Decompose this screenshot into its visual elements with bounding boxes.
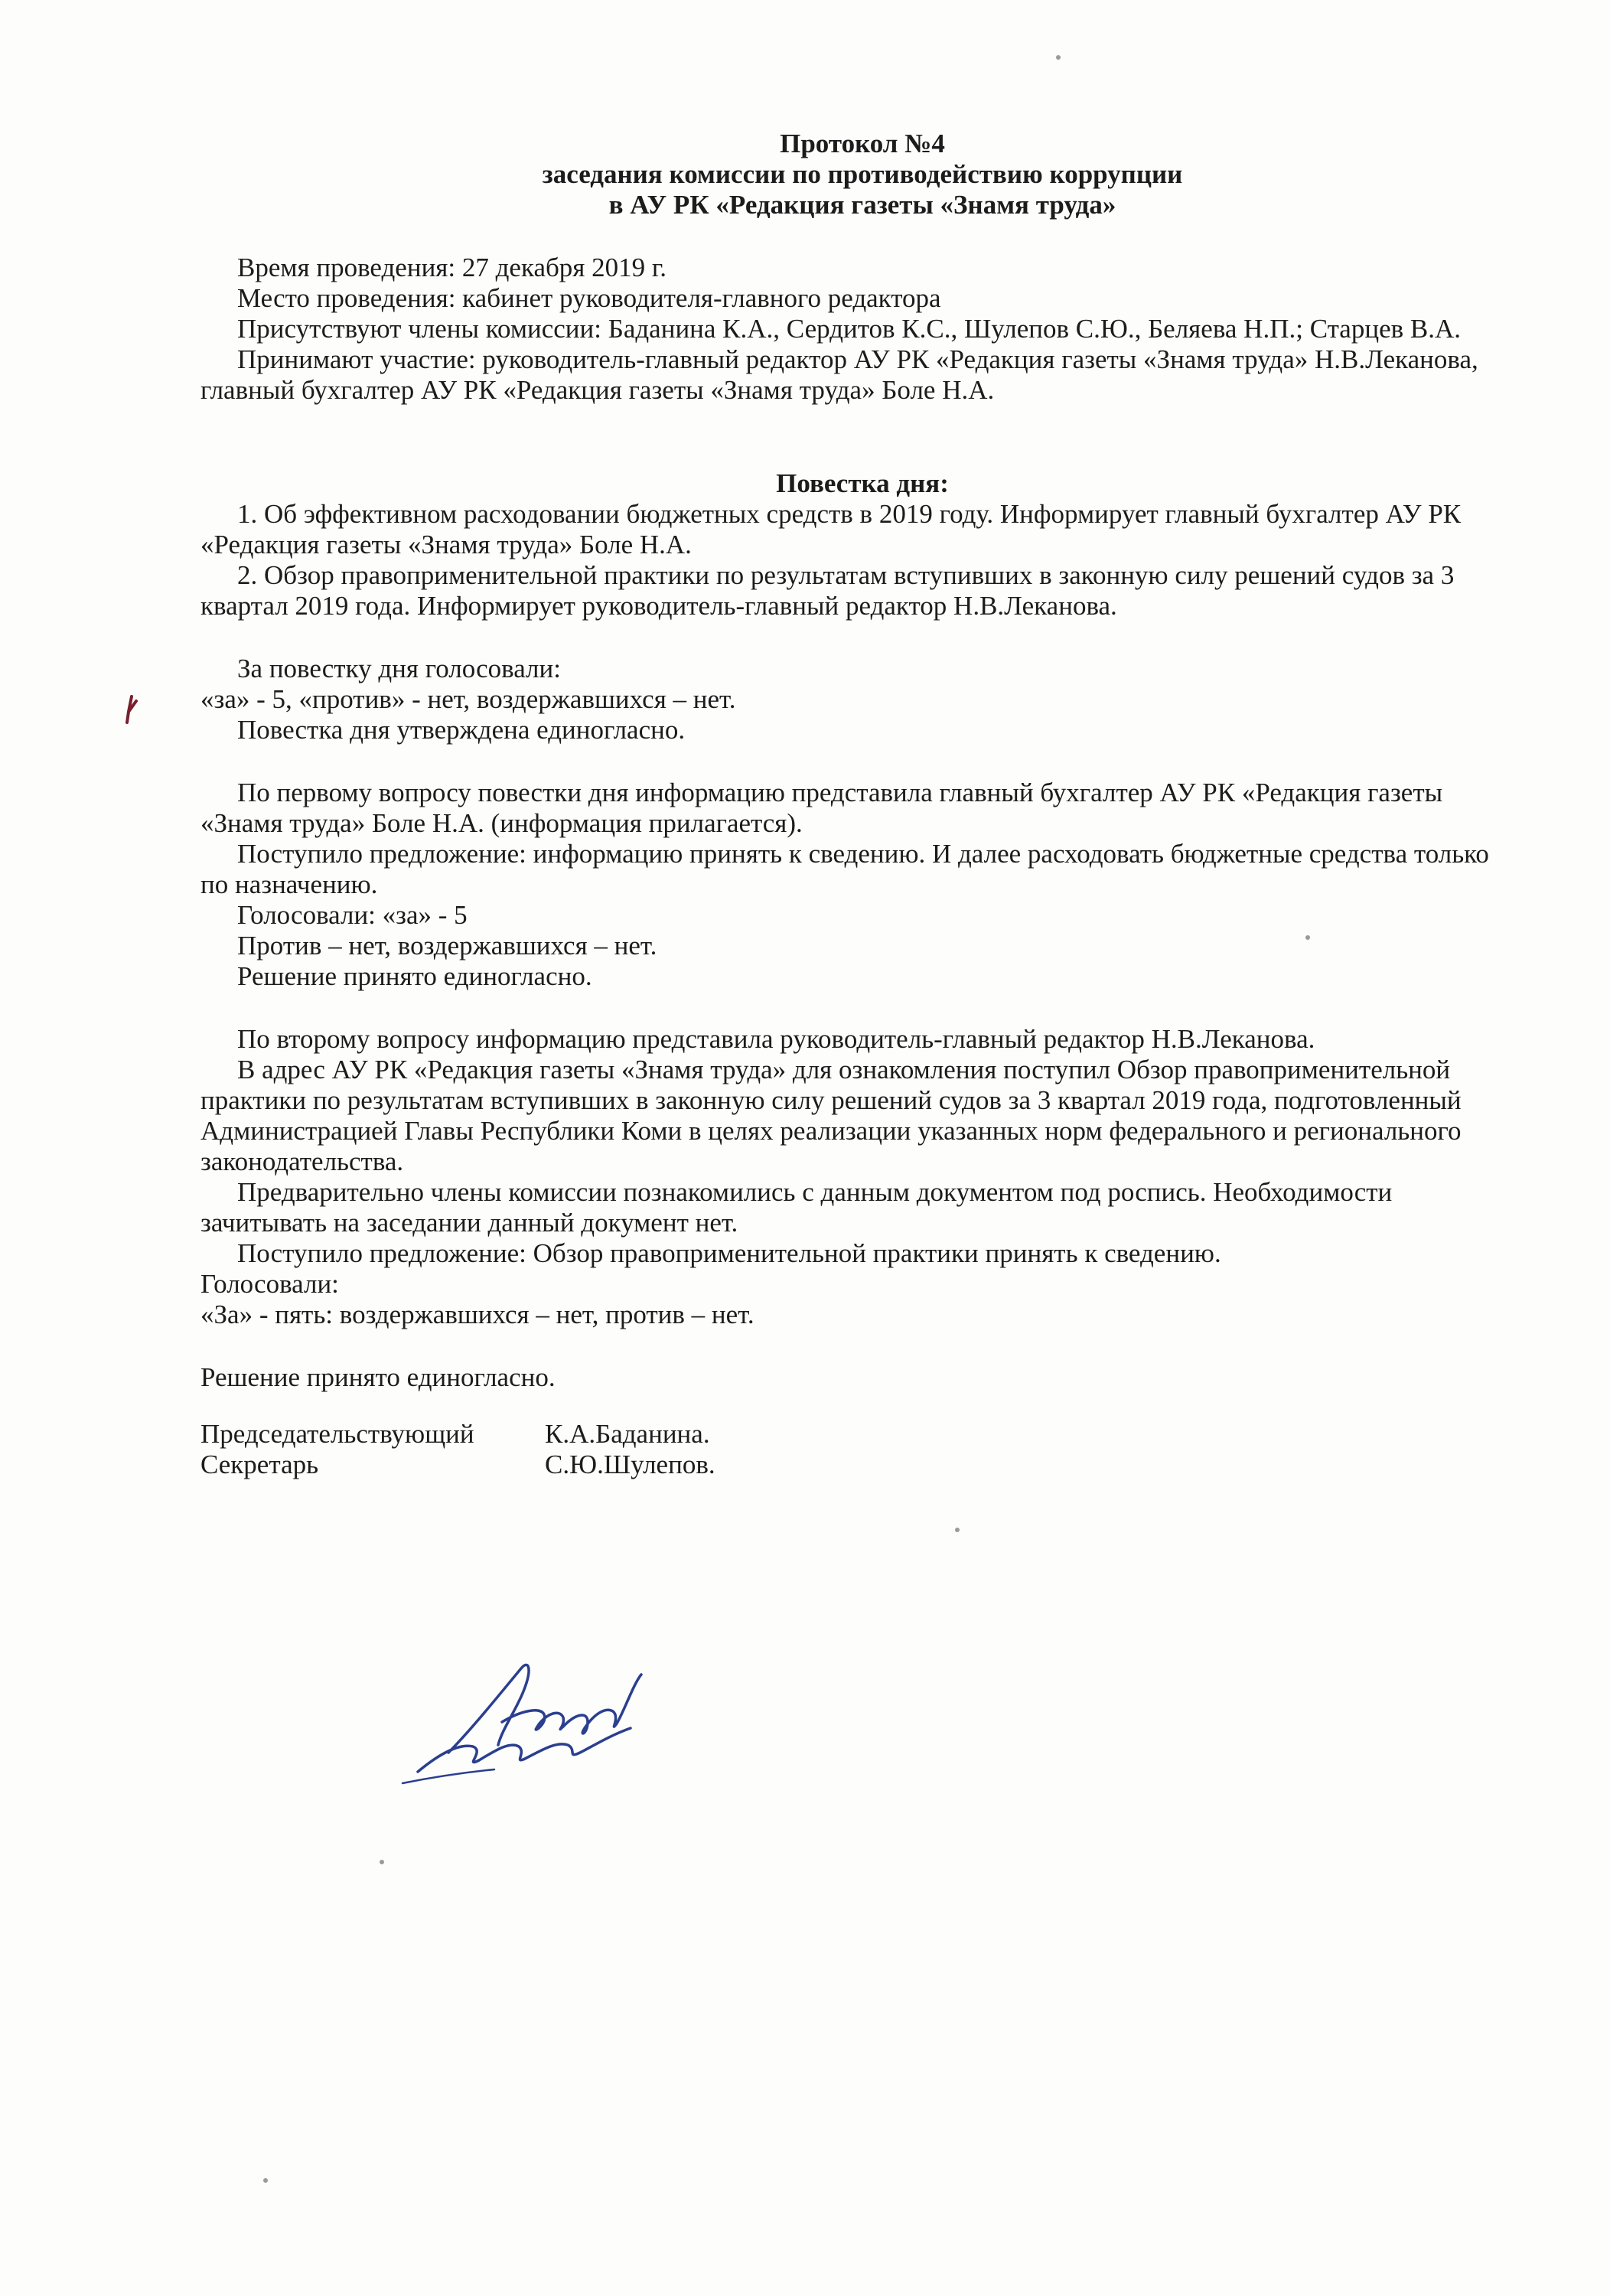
scan-speck [955, 1528, 960, 1532]
pen-mark-icon [122, 690, 153, 736]
chair-role: Председательствующий [200, 1419, 474, 1449]
meeting-place: Место проведения: кабинет руководителя-главного редактора [237, 283, 941, 313]
agenda-vote-line-2: «за» - 5, «против» - нет, воздержавшихся – нет. [200, 684, 736, 714]
chair-name: К.А.Баданина. [545, 1419, 710, 1449]
secretary-role: Секретарь [200, 1450, 319, 1479]
question2-proposal: Поступило предложение: Обзор правоприменительной практики принять к сведению. [237, 1238, 1221, 1268]
title-line-3: в АУ РК «Редакция газеты «Знамя труда» [608, 190, 1116, 220]
question1-vote-1: Голосовали: «за» - 5 [237, 900, 468, 930]
scan-speck [1056, 55, 1061, 60]
meeting-present: Присутствуют члены комиссии: Баданина К.А., Сердитов К.С., Шулепов С.Ю., Беляева Н.П.; Старцев В.А. [237, 314, 1461, 344]
final-decision: Решение принято единогласно. [200, 1362, 556, 1392]
scan-speck [380, 1860, 384, 1864]
agenda-heading: Повестка дня: [776, 468, 949, 498]
chair-signature-row [200, 1419, 1501, 1450]
agenda-vote-line-3: Повестка дня утверждена единогласно. [237, 715, 686, 745]
title-line-2: заседания комиссии по противодействию коррупции [542, 159, 1183, 189]
question2-received: В адрес АУ РК «Редакция газеты «Знамя труда» для ознакомления поступил Обзор правоприменительной практики по результатам вступивших в законную силу решений судов за 3 квартал 2019 года, подготовленный Администрацией Главы Республики Коми в целях реализации указанных норм федерального и регионального законодательства. [200, 1055, 1462, 1176]
title-line-1: Протокол №4 [780, 129, 945, 158]
question1-info: По первому вопросу повестки дня информацию представила главный бухгалтер АУ РК «Редакция газеты «Знамя труда» Боле Н.А. (информация прилагается). [200, 778, 1443, 838]
meeting-time: Время проведения: 27 декабря 2019 г. [237, 253, 667, 282]
meeting-participants: Принимают участие: руководитель-главный редактор АУ РК «Редакция газеты «Знамя труда» Н.В.Леканова, главный бухгалтер АУ РК «Редакция газеты «Знамя труда» Боле Н.А. [200, 344, 1478, 405]
agenda-item-1: 1. Об эффективном расходовании бюджетных средств в 2019 году. Информирует главный бухгалтер АУ РК «Редакция газеты «Знамя труда» Боле Н.А. [200, 499, 1462, 559]
agenda-item-2: 2. Обзор правоприменительной практики по результатам вступивших в законную силу решений судов за 3 квартал 2019 года. Информирует руководитель-главный редактор Н.В.Леканова. [200, 560, 1455, 621]
protocol-document [200, 129, 1501, 1480]
question1-proposal: Поступило предложение: информацию принять к сведению. И далее расходовать бюджетные средства только по назначению. [200, 839, 1489, 899]
agenda-vote-line-1: За повестку дня голосовали: [237, 654, 561, 683]
question2-familiarized: Предварительно члены комиссии познакомились с данным документом под роспись. Необходимости зачитывать на заседании данный документ нет. [200, 1177, 1393, 1238]
question2-info: По второму вопросу информацию представила руководитель-главный редактор Н.В.Леканова. [237, 1024, 1315, 1054]
question1-vote-2: Против – нет, воздержавшихся – нет. [237, 931, 657, 960]
handwritten-signature-icon [387, 1638, 709, 1791]
question2-vote-2: «За» - пять: воздержавшихся – нет, против – нет. [200, 1300, 754, 1329]
scan-speck [263, 2178, 268, 2183]
question2-vote-1: Голосовали: [200, 1269, 339, 1299]
document-title [223, 129, 1501, 220]
question1-decision: Решение принято единогласно. [237, 961, 592, 991]
secretary-name: С.Ю.Шулепов. [545, 1450, 715, 1479]
secretary-signature-row [200, 1450, 1501, 1480]
